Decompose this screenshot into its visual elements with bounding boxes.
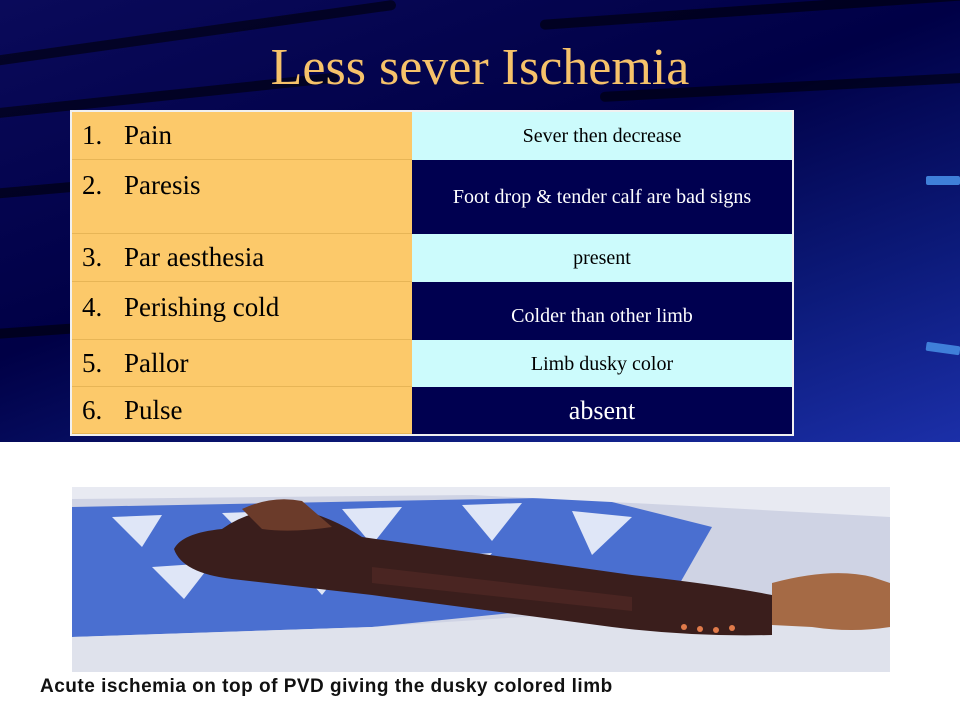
row-number: 4. bbox=[82, 292, 103, 322]
sign-cell bbox=[72, 112, 412, 160]
sign-label: Pallor bbox=[124, 347, 189, 378]
slide-title: Less sever Ischemia bbox=[270, 39, 690, 96]
ischemia-signs-table bbox=[70, 110, 794, 436]
sign-cell bbox=[72, 282, 412, 340]
row-number: 3. bbox=[82, 242, 103, 272]
sign-cell bbox=[72, 234, 412, 282]
leg-illustration bbox=[72, 487, 890, 672]
sign-label: Perishing cold bbox=[124, 292, 280, 322]
sign-label: Pain bbox=[124, 120, 173, 150]
row-number: 1. bbox=[82, 120, 103, 150]
table-row bbox=[72, 234, 792, 282]
row-number: 6. bbox=[82, 394, 103, 425]
table-row bbox=[72, 112, 792, 160]
decorative-streak bbox=[540, 0, 960, 30]
sign-label: Par aesthesia bbox=[124, 242, 265, 272]
accent-bar bbox=[926, 176, 960, 185]
description-cell: Foot drop & tender calf are bad signs bbox=[412, 160, 792, 234]
sign-cell bbox=[72, 340, 412, 387]
table-row bbox=[72, 387, 792, 434]
sign-cell bbox=[72, 387, 412, 434]
clinical-photo-leg bbox=[72, 487, 890, 672]
sign-label: Pulse bbox=[124, 394, 183, 425]
table-row bbox=[72, 160, 792, 234]
description-cell: Colder than other limb bbox=[412, 282, 792, 340]
description-cell: Sever then decrease bbox=[412, 112, 792, 160]
photo-caption: Acute ischemia on top of PVD giving the dusky colored limb bbox=[40, 676, 613, 697]
table-row bbox=[72, 340, 792, 387]
sign-cell bbox=[72, 160, 412, 234]
description-cell: present bbox=[412, 234, 792, 282]
description-cell: absent bbox=[412, 387, 792, 434]
row-number: 5. bbox=[82, 347, 103, 378]
table-row bbox=[72, 282, 792, 340]
row-number: 2. bbox=[82, 170, 103, 200]
sign-label: Paresis bbox=[124, 170, 201, 200]
description-cell: Limb dusky color bbox=[412, 340, 792, 387]
accent-bar bbox=[926, 342, 960, 356]
